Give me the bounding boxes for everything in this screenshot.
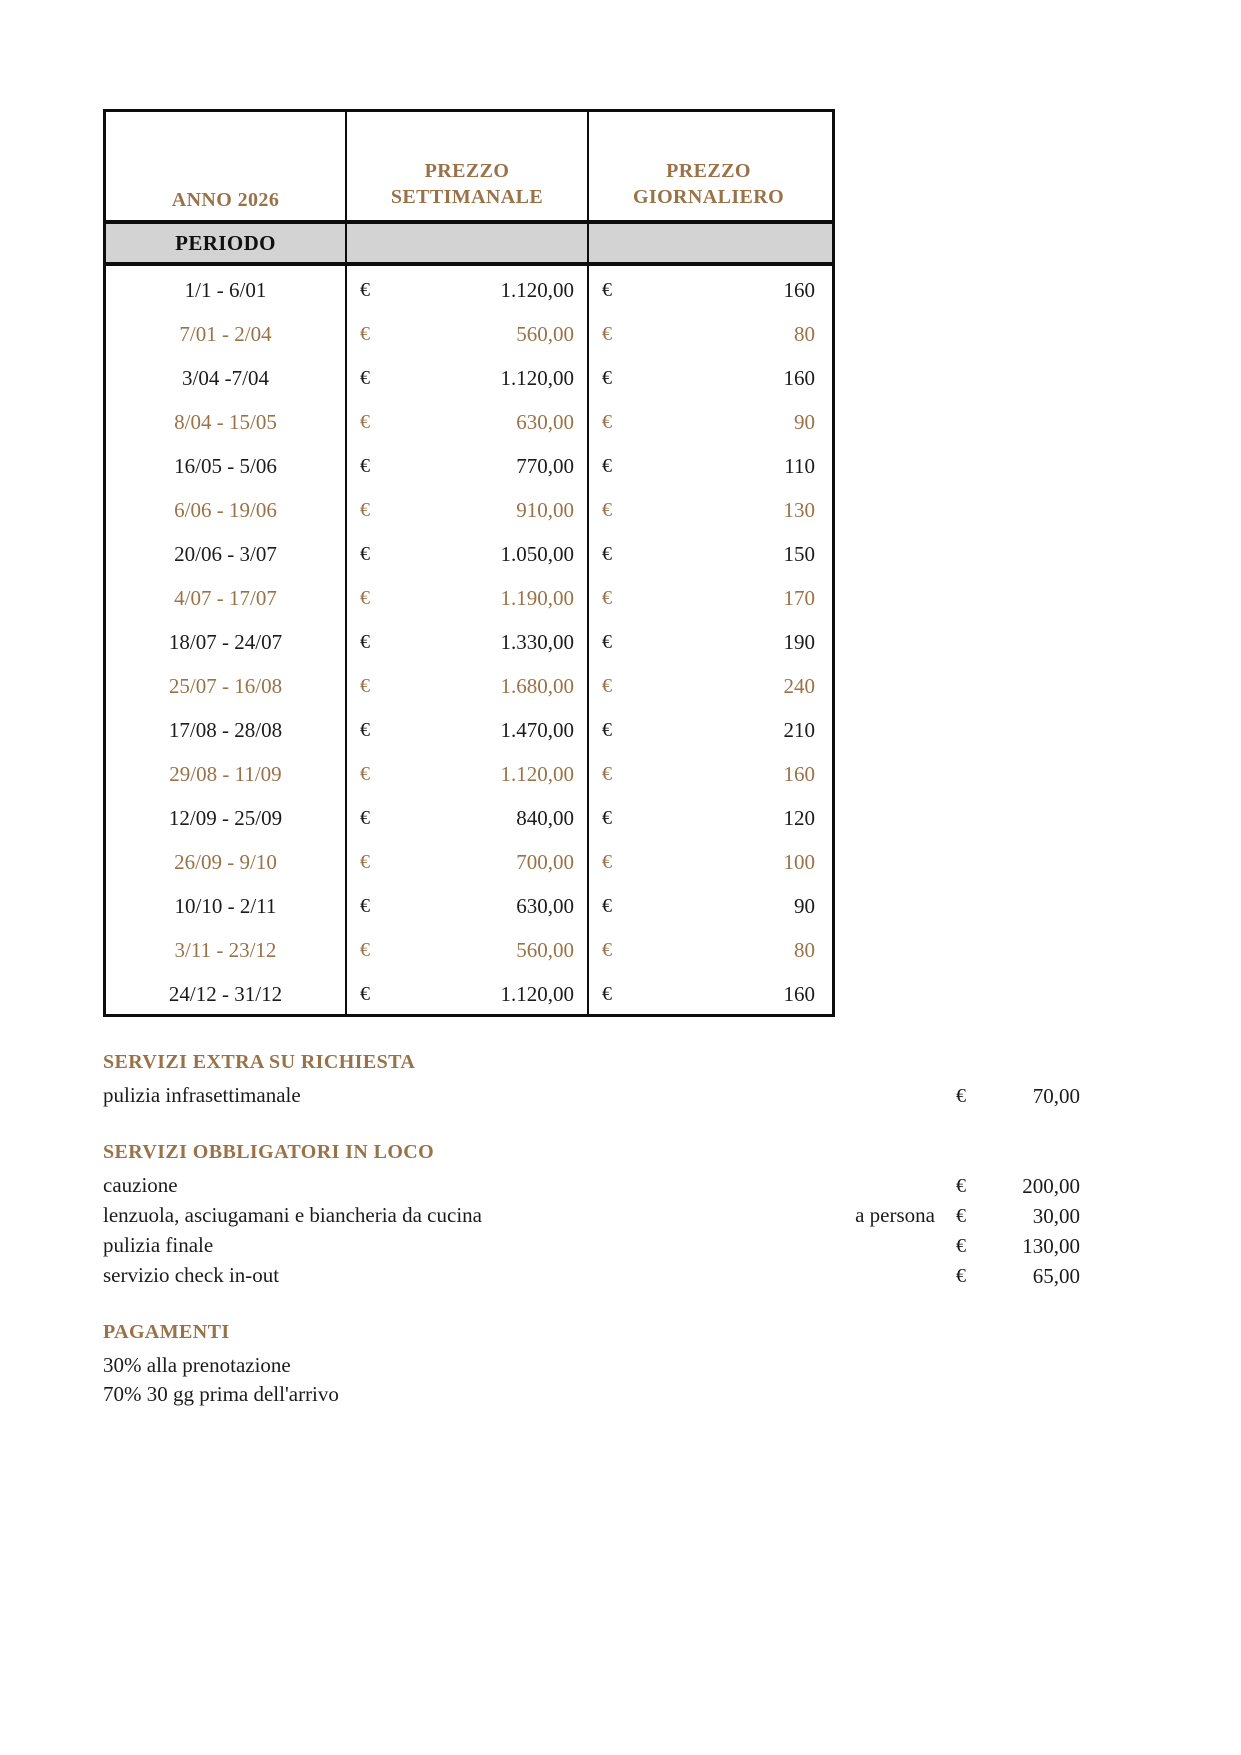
service-amount: 200,00 <box>1022 1174 1080 1198</box>
service-qualifier: a persona <box>855 1203 935 1227</box>
rate-row <box>106 882 832 926</box>
daily-price-cell <box>589 662 828 706</box>
daily-amount: 150 <box>783 542 815 566</box>
section-items <box>103 1351 1080 1409</box>
notes-section <box>103 1048 1080 1111</box>
rate-row <box>106 970 832 1014</box>
euro-symbol: € <box>602 323 612 345</box>
weekly-amount: 1.330,00 <box>500 630 574 654</box>
weekly-amount: 1.120,00 <box>500 982 574 1006</box>
period-cell: 6/06 - 19/06 <box>106 486 347 530</box>
service-line <box>103 1201 1080 1231</box>
euro-symbol: € <box>360 587 370 609</box>
service-amount: 65,00 <box>1032 1264 1080 1288</box>
period-cell: 3/11 - 23/12 <box>106 926 347 970</box>
period-cell: 25/07 - 16/08 <box>106 662 347 706</box>
daily-amount: 160 <box>783 278 815 302</box>
euro-symbol: € <box>360 323 370 345</box>
euro-symbol: € <box>602 411 612 433</box>
rate-row <box>106 926 832 970</box>
weekly-price-cell <box>347 354 589 398</box>
service-line <box>103 1081 1080 1111</box>
rate-row <box>106 398 832 442</box>
daily-price-cell <box>589 706 828 750</box>
period-cell: 10/10 - 2/11 <box>106 882 347 926</box>
notes-section <box>103 1318 1080 1409</box>
rate-row <box>106 486 832 530</box>
rate-row <box>106 706 832 750</box>
header-prezzo-settimanale-line1: PREZZO <box>424 160 510 182</box>
weekly-price-cell <box>347 926 589 970</box>
periodo-label-cell: PERIODO <box>106 224 347 262</box>
service-line <box>103 1380 1080 1409</box>
header-prezzo-settimanale <box>347 112 589 220</box>
period-cell: 1/1 - 6/01 <box>106 266 347 310</box>
euro-symbol: € <box>360 411 370 433</box>
euro-symbol: € <box>360 455 370 477</box>
service-amount: 130,00 <box>1022 1234 1080 1258</box>
rate-row <box>106 838 832 882</box>
weekly-amount: 700,00 <box>516 850 574 874</box>
euro-symbol: € <box>956 1235 966 1257</box>
header-prezzo-giornaliero-line1: PREZZO <box>666 160 751 182</box>
euro-symbol: € <box>956 1175 966 1197</box>
euro-symbol: € <box>602 851 612 873</box>
weekly-price-cell <box>347 750 589 794</box>
period-cell: 3/04 -7/04 <box>106 354 347 398</box>
daily-price-cell <box>589 442 828 486</box>
service-amount: 70,00 <box>1032 1084 1080 1108</box>
weekly-amount: 630,00 <box>516 894 574 918</box>
period-cell: 24/12 - 31/12 <box>106 970 347 1014</box>
rates-table-body <box>106 266 832 1014</box>
weekly-price-cell <box>347 398 589 442</box>
table-header-row <box>106 112 832 224</box>
weekly-amount: 1.120,00 <box>500 366 574 390</box>
daily-price-cell <box>589 838 828 882</box>
daily-amount: 160 <box>783 762 815 786</box>
period-cell: 26/09 - 9/10 <box>106 838 347 882</box>
section-heading: SERVIZI OBBLIGATORI IN LOCO <box>103 1141 435 1163</box>
weekly-price-cell <box>347 266 589 310</box>
weekly-price-cell <box>347 442 589 486</box>
daily-amount: 130 <box>783 498 815 522</box>
weekly-amount: 1.120,00 <box>500 762 574 786</box>
daily-price-cell <box>589 266 828 310</box>
euro-symbol: € <box>602 807 612 829</box>
euro-symbol: € <box>956 1265 966 1287</box>
daily-amount: 110 <box>784 454 815 478</box>
weekly-price-cell <box>347 574 589 618</box>
section-items <box>103 1081 1080 1111</box>
weekly-amount: 630,00 <box>516 410 574 434</box>
daily-price-cell <box>589 794 828 838</box>
weekly-amount: 840,00 <box>516 806 574 830</box>
daily-price-cell <box>589 310 828 354</box>
daily-price-cell <box>589 530 828 574</box>
service-label: cauzione <box>103 1173 178 1197</box>
service-money <box>956 1172 1080 1201</box>
daily-amount: 170 <box>783 586 815 610</box>
daily-price-cell <box>589 486 828 530</box>
service-line <box>103 1231 1080 1261</box>
service-money <box>956 1262 1080 1291</box>
euro-symbol: € <box>360 851 370 873</box>
period-cell: 7/01 - 2/04 <box>106 310 347 354</box>
daily-amount: 90 <box>794 410 815 434</box>
daily-amount: 240 <box>783 674 815 698</box>
rate-row <box>106 442 832 486</box>
euro-symbol: € <box>602 719 612 741</box>
euro-symbol: € <box>956 1205 966 1227</box>
rate-row <box>106 750 832 794</box>
daily-amount: 90 <box>794 894 815 918</box>
daily-amount: 80 <box>794 938 815 962</box>
service-money <box>956 1232 1080 1261</box>
euro-symbol: € <box>602 631 612 653</box>
period-cell: 12/09 - 25/09 <box>106 794 347 838</box>
euro-symbol: € <box>360 631 370 653</box>
weekly-amount: 1.050,00 <box>500 542 574 566</box>
daily-amount: 160 <box>783 366 815 390</box>
daily-price-cell <box>589 882 828 926</box>
euro-symbol: € <box>360 895 370 917</box>
daily-price-cell <box>589 574 828 618</box>
rate-row <box>106 354 832 398</box>
service-label: pulizia finale <box>103 1233 214 1257</box>
daily-amount: 80 <box>794 322 815 346</box>
weekly-price-cell <box>347 882 589 926</box>
euro-symbol: € <box>602 675 612 697</box>
rate-row <box>106 530 832 574</box>
service-label: servizio check in-out <box>103 1263 280 1287</box>
section-items <box>103 1171 1080 1291</box>
weekly-amount: 1.190,00 <box>500 586 574 610</box>
euro-symbol: € <box>360 543 370 565</box>
notes-section <box>103 1138 1080 1291</box>
service-label: pulizia infrasettimanale <box>103 1083 301 1107</box>
daily-amount: 120 <box>783 806 815 830</box>
periodo-empty-cell <box>589 224 828 262</box>
euro-symbol: € <box>360 807 370 829</box>
weekly-price-cell <box>347 970 589 1014</box>
weekly-price-cell <box>347 706 589 750</box>
service-label: 70% 30 gg prima dell'arrivo <box>103 1382 339 1406</box>
daily-amount: 160 <box>783 982 815 1006</box>
weekly-price-cell <box>347 618 589 662</box>
header-anno <box>106 112 347 220</box>
weekly-price-cell <box>347 310 589 354</box>
euro-symbol: € <box>602 455 612 477</box>
euro-symbol: € <box>602 543 612 565</box>
notes-sections <box>103 1048 1080 1436</box>
daily-price-cell <box>589 926 828 970</box>
weekly-price-cell <box>347 662 589 706</box>
euro-symbol: € <box>360 719 370 741</box>
rate-row <box>106 794 832 838</box>
periodo-band-row <box>106 224 832 266</box>
period-cell: 4/07 - 17/07 <box>106 574 347 618</box>
service-money <box>956 1082 1080 1111</box>
daily-amount: 190 <box>783 630 815 654</box>
weekly-price-cell <box>347 530 589 574</box>
euro-symbol: € <box>602 895 612 917</box>
euro-symbol: € <box>602 983 612 1005</box>
euro-symbol: € <box>602 587 612 609</box>
euro-symbol: € <box>602 499 612 521</box>
daily-price-cell <box>589 354 828 398</box>
period-cell: 29/08 - 11/09 <box>106 750 347 794</box>
header-prezzo-giornaliero-line2: GIORNALIERO <box>632 186 785 208</box>
weekly-amount: 560,00 <box>516 938 574 962</box>
rate-row <box>106 618 832 662</box>
service-amount: 30,00 <box>1032 1204 1080 1228</box>
service-label: 30% alla prenotazione <box>103 1353 291 1377</box>
euro-symbol: € <box>360 499 370 521</box>
service-line <box>103 1171 1080 1201</box>
rate-row <box>106 266 832 310</box>
weekly-amount: 770,00 <box>516 454 574 478</box>
euro-symbol: € <box>602 763 612 785</box>
daily-price-cell <box>589 618 828 662</box>
service-money <box>956 1202 1080 1231</box>
euro-symbol: € <box>360 763 370 785</box>
header-anno-label: ANNO 2026 <box>171 189 280 211</box>
service-line <box>103 1351 1080 1380</box>
rate-row <box>106 310 832 354</box>
euro-symbol: € <box>602 939 612 961</box>
section-heading: SERVIZI EXTRA SU RICHIESTA <box>103 1051 416 1073</box>
daily-price-cell <box>589 970 828 1014</box>
daily-amount: 210 <box>783 718 815 742</box>
weekly-amount: 560,00 <box>516 322 574 346</box>
rate-row <box>106 662 832 706</box>
periodo-empty-cell <box>347 224 589 262</box>
daily-price-cell <box>589 750 828 794</box>
euro-symbol: € <box>602 279 612 301</box>
euro-symbol: € <box>360 367 370 389</box>
period-cell: 17/08 - 28/08 <box>106 706 347 750</box>
euro-symbol: € <box>602 367 612 389</box>
weekly-amount: 1.120,00 <box>500 278 574 302</box>
euro-symbol: € <box>956 1085 966 1107</box>
weekly-price-cell <box>347 794 589 838</box>
period-cell: 20/06 - 3/07 <box>106 530 347 574</box>
daily-price-cell <box>589 398 828 442</box>
euro-symbol: € <box>360 939 370 961</box>
period-cell: 18/07 - 24/07 <box>106 618 347 662</box>
rate-row <box>106 574 832 618</box>
section-heading: PAGAMENTI <box>103 1321 230 1343</box>
euro-symbol: € <box>360 675 370 697</box>
rates-table <box>103 109 835 1017</box>
weekly-amount: 910,00 <box>516 498 574 522</box>
weekly-price-cell <box>347 486 589 530</box>
weekly-amount: 1.680,00 <box>500 674 574 698</box>
period-cell: 8/04 - 15/05 <box>106 398 347 442</box>
period-cell: 16/05 - 5/06 <box>106 442 347 486</box>
daily-amount: 100 <box>783 850 815 874</box>
euro-symbol: € <box>360 279 370 301</box>
weekly-price-cell <box>347 838 589 882</box>
euro-symbol: € <box>360 983 370 1005</box>
weekly-amount: 1.470,00 <box>500 718 574 742</box>
header-prezzo-settimanale-line2: SETTIMANALE <box>390 186 544 208</box>
service-line <box>103 1261 1080 1291</box>
service-label: lenzuola, asciugamani e biancheria da cucina <box>103 1203 482 1227</box>
header-prezzo-giornaliero <box>589 112 828 220</box>
